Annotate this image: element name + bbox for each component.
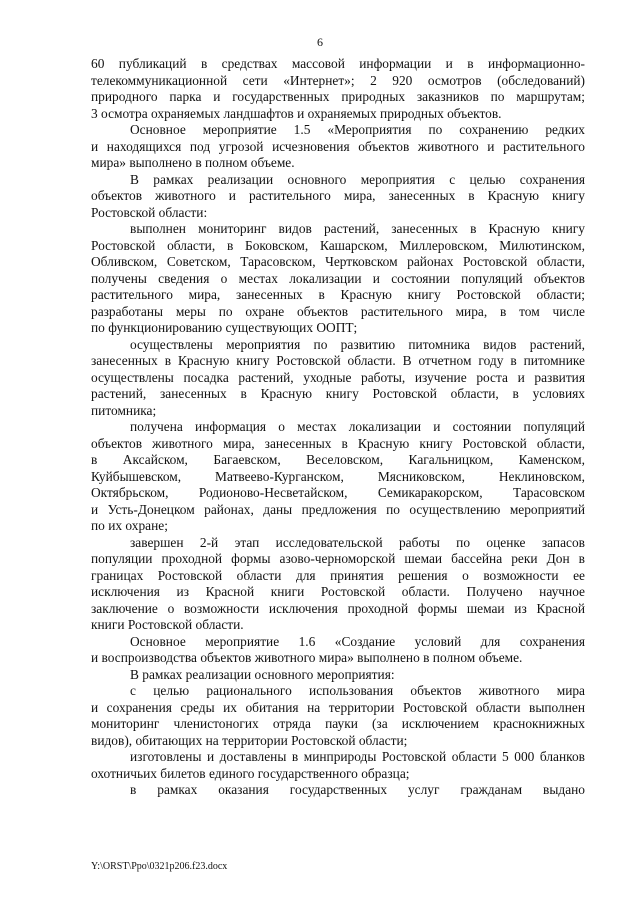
text-line: телекоммуникационной сети «Интернет»; 2 920 осмотров (обследований) — [91, 72, 585, 88]
text-line: изготовлены и доставлены в минприроды Ростовской области 5 000 бланков — [130, 749, 585, 764]
text-line: растений, занесенных в Красную книгу Ростовской области, в условиях — [91, 386, 585, 401]
text-line: получены сведения о местах локализации и состоянии популяций объектов — [91, 270, 585, 286]
text-line: природного парка и государственных природных заказников по маршрутам; — [91, 89, 585, 104]
text-line: выполнен мониторинг видов растений, занесенных в Красную книгу — [130, 221, 585, 236]
document-body — [91, 56, 585, 799]
text-line: растительного мира, занесенных в Красную книгу Ростовской области; — [91, 287, 585, 302]
text-line: Основное мероприятие 1.6 «Создание условий для сохранения — [130, 633, 585, 649]
text-line: объектов животного мира, занесенных в Красную книгу Ростовской области, — [91, 435, 585, 451]
text-line: и сохранения среды их обитания на территории Ростовской области выполнен — [91, 699, 585, 715]
text-line: Ростовской области, в Боковском, Кашарском, Миллеровском, Милютинском, — [91, 237, 585, 253]
text-line: видов), обитающих на территории Ростовской области; — [91, 732, 408, 748]
file-path-footer: Y:\ORST\Ppo\0321p206.f23.docx — [91, 861, 228, 872]
text-line: 3 осмотра охраняемых ландшафтов и охраняемых природных объектов. — [91, 105, 502, 121]
text-line: и Усть-Донецком районах, даны предложения по осуществлению мероприятий — [91, 501, 585, 517]
text-line: границах Ростовской области для принятия решения о возможности ее — [91, 567, 585, 583]
text-line: мониторинг членистоногих отряда пауки (за исключением краснокнижных — [91, 716, 585, 731]
text-line: заключение о возможности исключения проходной формы шемаи из Красной — [91, 600, 585, 616]
text-line: разработаны меры по охране объектов растительного мира, в том числе — [91, 303, 585, 319]
text-line: по функционированию существующих ООПТ; — [91, 320, 358, 335]
text-line: с целью рационального использования объектов животного мира — [130, 683, 585, 698]
text-line: В рамках реализации основного мероприятия с целью сохранения — [130, 171, 585, 187]
text-line: Ростовской области: — [91, 204, 208, 220]
text-line: мира» выполнено в полном объеме. — [91, 155, 295, 170]
page-number: 6 — [317, 35, 323, 49]
text-line: Обливском, Советском, Тарасовском, Чертковском районах Ростовской области, — [91, 254, 585, 269]
text-line: Октябрьском, Родионово-Несветайском, Семикаракорском, Тарасовском — [91, 485, 585, 500]
text-line: 60 публикаций в средствах массовой информации и в информационно- — [91, 56, 585, 71]
text-line: осуществлены посадка растений, уходные работы, изучение роста и развития — [91, 369, 585, 385]
text-line: завершен 2-й этап исследовательской работы по оценке запасов — [130, 534, 585, 550]
text-line: Куйбышевском, Матвеево-Курганском, Мясниковском, Неклиновском, — [91, 468, 585, 484]
text-line: охотничьих билетов единого государственного образца; — [91, 765, 410, 781]
text-line: В рамках реализации основного мероприятия: — [130, 666, 395, 682]
text-line: объектов животного и растительного мира, занесенных в Красную книгу — [91, 188, 585, 203]
text-line: популяции проходной формы азово-черноморской шемаи бассейна реки Дон в — [91, 551, 585, 566]
text-line: получена информация о местах локализации и состоянии популяций — [130, 419, 585, 434]
text-line: по их охране; — [91, 518, 168, 533]
text-line: в рамках оказания государственных услуг гражданам выдано — [130, 782, 585, 797]
text-line: в Аксайском, Багаевском, Веселовском, Кагальницком, Каменском, — [91, 452, 585, 467]
text-line: занесенных в Красную книгу Ростовской области. В отчетном году в питомнике — [91, 353, 585, 368]
text-line: и воспроизводства объектов животного мира» выполнено в полном объеме. — [91, 650, 523, 665]
text-line: Основное мероприятие 1.5 «Мероприятия по сохранению редких — [130, 122, 585, 137]
text-line: и находящихся под угрозой исчезновения объектов животного и растительного — [91, 138, 585, 154]
text-line: осуществлены мероприятия по развитию питомника видов растений, — [130, 336, 585, 352]
text-line: книги Ростовской области. — [91, 617, 244, 632]
text-line: исключения из Красной книги Ростовской области. Получено научное — [91, 584, 585, 599]
text-line: питомника; — [91, 402, 157, 418]
